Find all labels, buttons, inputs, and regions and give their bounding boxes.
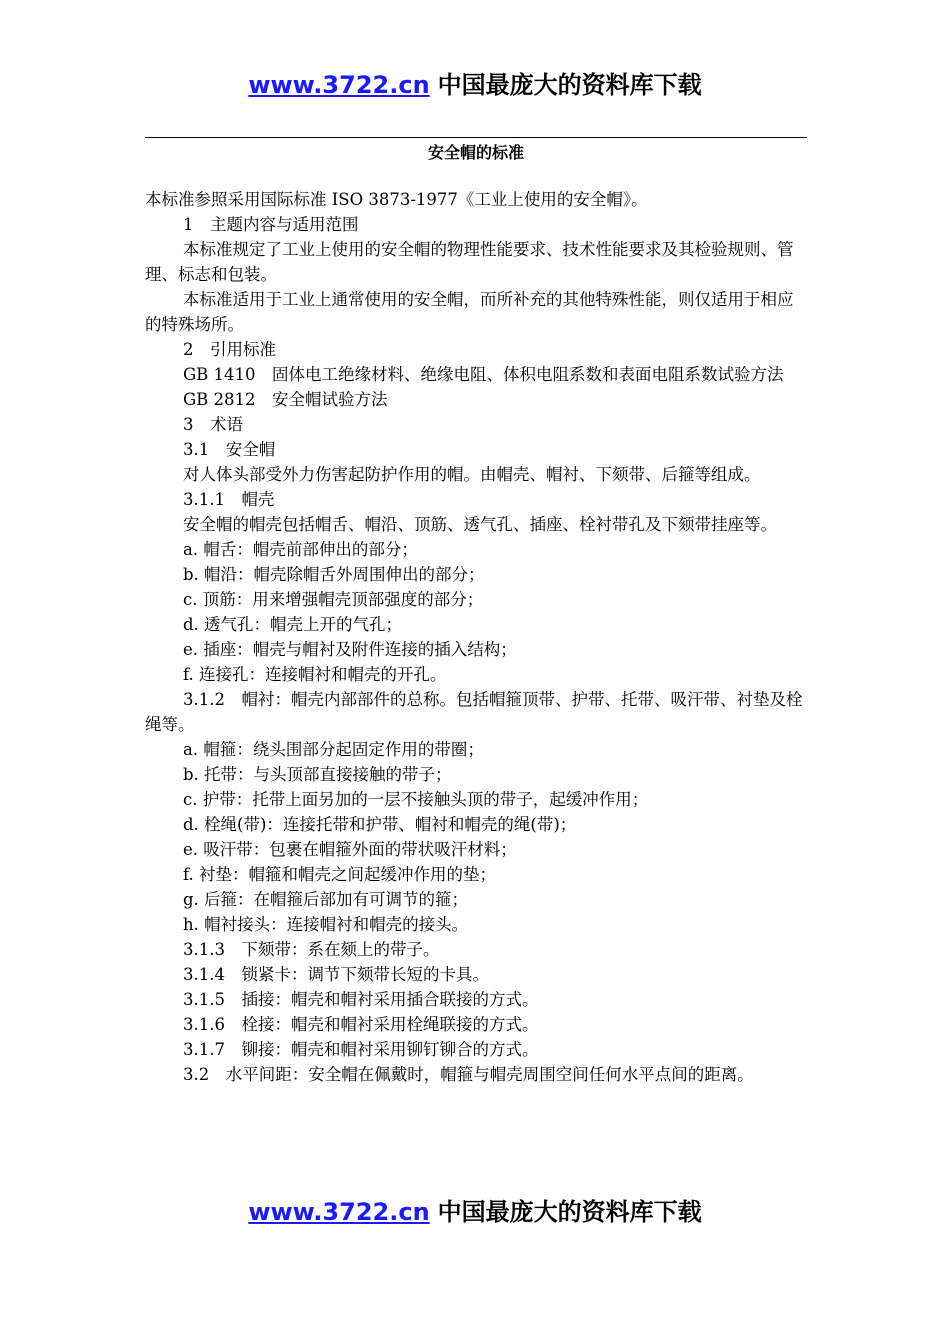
header-divider xyxy=(145,137,807,138)
paragraph: 本标准规定了工业上使用的安全帽的物理性能要求、技术性能要求及其检验规则、管理、标志和包装。 xyxy=(145,240,794,284)
list-item: e. 吸汗带：包裹在帽箍外面的带状吸汗材料； xyxy=(183,840,517,859)
list-item: d. 透气孔：帽壳上开的气孔； xyxy=(183,615,403,634)
list-item: d. 栓绳(带)：连接托带和护带、帽衬和帽壳的绳(带)； xyxy=(183,815,577,834)
document-body xyxy=(145,187,807,1087)
definition-item: 3.1.7 铆接：帽壳和帽衬采用铆钉铆合的方式。 xyxy=(183,1040,539,1059)
paragraph: 本标准参照采用国际标准 ISO 3873-1977《工业上使用的安全帽》。 xyxy=(145,190,648,209)
reference-item: GB 1410 固体电工绝缘材料、绝缘电阻、体积电阻系数和表面电阻系数试验方法 xyxy=(183,365,784,384)
list-item: c. 顶筋：用来增强帽壳顶部强度的部分； xyxy=(183,590,484,609)
section-heading: 1 主题内容与适用范围 xyxy=(183,215,359,234)
list-item: a. 帽箍：绕头围部分起固定作用的带圈； xyxy=(183,740,484,759)
paragraph: 对人体头部受外力伤害起防护作用的帽。由帽壳、帽衬、下颏带、后箍等组成。 xyxy=(183,465,761,484)
footer-banner xyxy=(0,1197,950,1227)
reference-item: GB 2812 安全帽试验方法 xyxy=(183,390,388,409)
list-item: c. 护带：托带上面另加的一层不接触头顶的带子，起缓冲作用； xyxy=(183,790,649,809)
site-link[interactable]: www.3722.cn xyxy=(248,71,430,99)
site-tagline: 中国最庞大的资料库下载 xyxy=(437,1198,702,1226)
paragraph: 3.2 水平间距：安全帽在佩戴时，帽箍与帽壳周围空间任何水平点间的距离。 xyxy=(183,1065,754,1084)
site-link[interactable]: www.3722.cn xyxy=(248,1198,430,1226)
section-heading: 3 术语 xyxy=(183,415,243,434)
list-item: e. 插座：帽壳与帽衬及附件连接的插入结构； xyxy=(183,640,517,659)
list-item: b. 帽沿：帽壳除帽舌外周围伸出的部分； xyxy=(183,565,485,584)
document-title: 安全帽的标准 xyxy=(427,143,524,162)
list-item: f. 衬垫：帽箍和帽壳之间起缓冲作用的垫； xyxy=(183,865,497,884)
list-item: f. 连接孔：连接帽衬和帽壳的开孔。 xyxy=(183,665,447,684)
definition-item: 3.1.3 下颏带：系在颏上的带子。 xyxy=(183,940,440,959)
header-banner xyxy=(0,70,950,100)
paragraph: 安全帽的帽壳包括帽舌、帽沿、顶筋、透气孔、插座、栓衬带孔及下颏带挂座等。 xyxy=(183,515,777,534)
section-heading: 2 引用标准 xyxy=(183,340,276,359)
list-item: g. 后箍：在帽箍后部加有可调节的箍； xyxy=(183,890,469,909)
list-item: h. 帽衬接头：连接帽衬和帽壳的接头。 xyxy=(183,915,469,934)
paragraph: 本标准适用于工业上通常使用的安全帽，而所补充的其他特殊性能，则仅适用于相应的特殊场所。 xyxy=(145,290,794,334)
definition-item: 3.1.4 锁紧卡：调节下颏带长短的卡具。 xyxy=(183,965,489,984)
subsection-heading: 3.1 安全帽 xyxy=(183,440,276,459)
definition-item: 3.1.5 插接：帽壳和帽衬采用插合联接的方式。 xyxy=(183,990,539,1009)
paragraph: 3.1.2 帽衬：帽壳内部部件的总称。包括帽箍顶带、护带、托带、吸汗带、衬垫及栓绳等。 xyxy=(145,690,803,734)
subsection-heading: 3.1.1 帽壳 xyxy=(183,490,275,509)
definition-item: 3.1.6 栓接：帽壳和帽衬采用栓绳联接的方式。 xyxy=(183,1015,539,1034)
list-item: a. 帽舌：帽壳前部伸出的部分； xyxy=(183,540,418,559)
list-item: b. 托带：与头顶部直接接触的带子； xyxy=(183,765,452,784)
site-tagline: 中国最庞大的资料库下载 xyxy=(437,71,702,99)
